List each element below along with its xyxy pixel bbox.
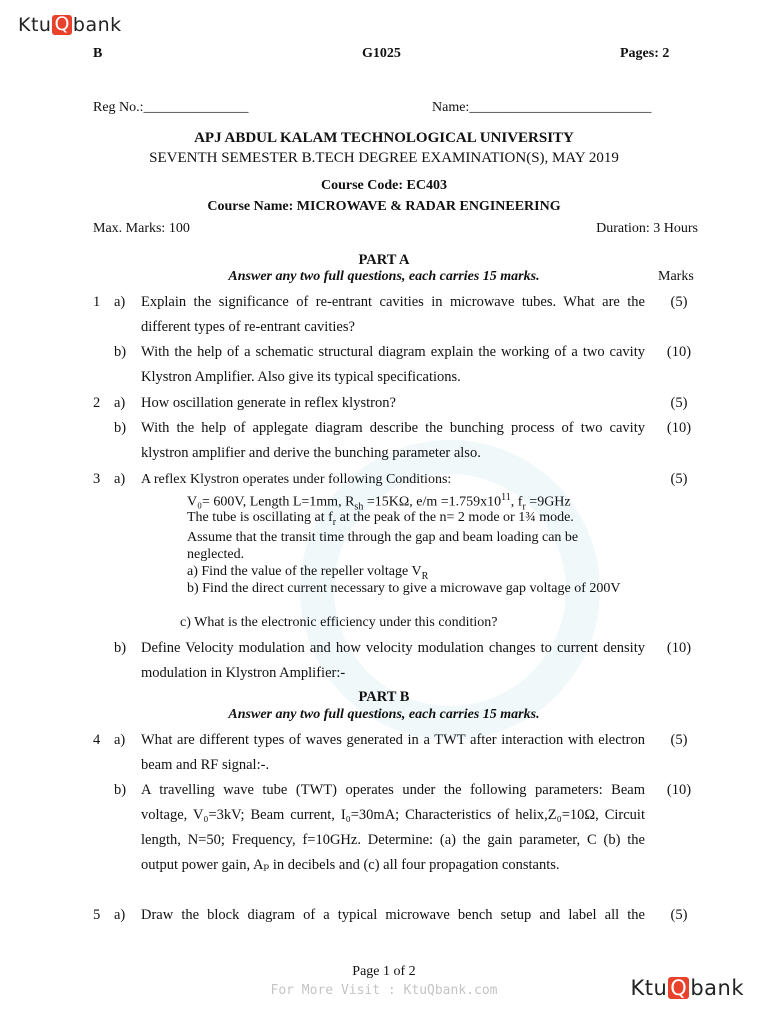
question-text: Explain the significance of re-entrant cavities in microwave tubes. What are the different types of re-entrant cavities? xyxy=(141,294,645,335)
assumption-text: Assume that the transit time through the gap and beam loading can be neglected. xyxy=(187,530,579,562)
subpart-label: a) xyxy=(114,395,126,411)
marks-value: (10) xyxy=(666,420,692,436)
question-text: With the help of applegate diagram describe the bunching process of two cavity klystron amplifier and derive the bunching parameter also. xyxy=(141,420,645,461)
marks-value: (5) xyxy=(670,471,688,487)
marks-value: (10) xyxy=(666,640,692,656)
subquestion-b: b) Find the direct current necessary to give a microwave gap voltage of 200V xyxy=(187,581,621,596)
question-text: How oscillation generate in reflex klystron? xyxy=(141,395,396,411)
page-number: Page 1 of 2 xyxy=(352,964,416,979)
logo-text: bank xyxy=(72,14,122,36)
marks-value: (10) xyxy=(666,344,692,360)
subquestion-c: c) What is the electronic efficiency under this condition? xyxy=(180,615,498,630)
marks-value: (10) xyxy=(666,782,692,798)
question-number: 2 xyxy=(93,395,101,411)
question-number: 3 xyxy=(93,471,101,487)
university-name: APJ ABDUL KALAM TECHNOLOGICAL UNIVERSITY xyxy=(194,130,574,146)
part-a-title: PART A xyxy=(358,252,410,268)
part-b-title: PART B xyxy=(358,689,410,705)
question-number: 5 xyxy=(93,907,101,923)
question-number: 4 xyxy=(93,732,101,748)
page-count: Pages: 2 xyxy=(620,46,670,61)
reg-no-field: Reg No.:_______________ xyxy=(93,100,249,115)
marks-value: (5) xyxy=(670,395,688,411)
set-label: B xyxy=(93,46,103,61)
question-text: Define Velocity modulation and how velocity modulation changes to current density modulation in Klystron Amplifier:- xyxy=(141,640,645,681)
question-text: With the help of a schematic structural diagram explain the working of a two cavity Klystron Amplifier. Also give its typical specifications. xyxy=(141,344,645,385)
marks-value: (5) xyxy=(670,732,688,748)
subpart-label: b) xyxy=(114,344,127,360)
exam-title: SEVENTH SEMESTER B.TECH DEGREE EXAMINATION(S), MAY 2019 xyxy=(149,150,619,166)
more-visit-link[interactable]: For More Visit : KtuQbank.com xyxy=(270,983,498,998)
part-a-instructions: Answer any two full questions, each carries 15 marks. xyxy=(228,269,540,284)
subpart-label: b) xyxy=(114,640,127,656)
subpart-label: a) xyxy=(114,907,126,923)
marks-value: (5) xyxy=(670,907,688,923)
subpart-label: a) xyxy=(114,471,126,487)
ktuqbank-logo-top xyxy=(18,14,122,36)
logo-q-mark: Q xyxy=(670,975,688,1000)
question-text: What are different types of waves generated in a TWT after interaction with electron beam and RF signal:-. xyxy=(141,732,645,773)
logo-text: Ktu xyxy=(630,976,668,1000)
subpart-label: a) xyxy=(114,732,126,748)
subpart-label: b) xyxy=(114,782,127,798)
duration: Duration: 3 Hours xyxy=(596,221,698,236)
condition-text: The tube is oscillating at $f_r$ at the peak of the n= 2 mode or 1¾ mode. xyxy=(187,510,574,528)
max-marks: Max. Marks: 100 xyxy=(93,221,190,236)
course-code: Course Code: EC403 xyxy=(321,178,447,193)
marks-heading: Marks xyxy=(658,269,694,284)
part-b-instructions: Answer any two full questions, each carries 15 marks. xyxy=(228,707,540,722)
course-name: Course Name: MICROWAVE & RADAR ENGINEERING xyxy=(207,199,561,214)
question-text: A reflex Klystron operates under following Conditions: xyxy=(141,472,452,487)
question-text: Draw the block diagram of a typical microwave bench setup and label all the xyxy=(141,907,645,923)
subpart-label: b) xyxy=(114,420,127,436)
logo-text: bank xyxy=(690,976,744,1000)
question-text: A travelling wave tube (TWT) operates under the following parameters: Beam voltage, V₀=3kV; Beam current, I₀=30mA; Characteristics of helix,Z₀=10Ω, Circuit length, N=50; Frequency, f=10GHz. Determine: (a) the gain parameter, C (b) the output power gain, Aₚ in decibels and (c) all four propagation constants. xyxy=(141,782,645,873)
given-values: V₀= 600V, Length L=1mm, $R_{sh} =15K\Omega$, $e/m =1.759x10^{11}$, $f_r =9GHz$ xyxy=(187,492,571,513)
name-field: Name:__________________________ xyxy=(432,100,652,115)
subquestion-a: a) Find the value of the repeller voltage $V_R$ xyxy=(187,564,429,582)
logo-q-mark: Q xyxy=(54,13,70,36)
marks-value: (5) xyxy=(670,294,688,310)
subpart-label: a) xyxy=(114,294,126,310)
paper-code: G1025 xyxy=(362,46,401,61)
logo-text: Ktu xyxy=(18,14,52,36)
question-number: 1 xyxy=(93,294,101,310)
